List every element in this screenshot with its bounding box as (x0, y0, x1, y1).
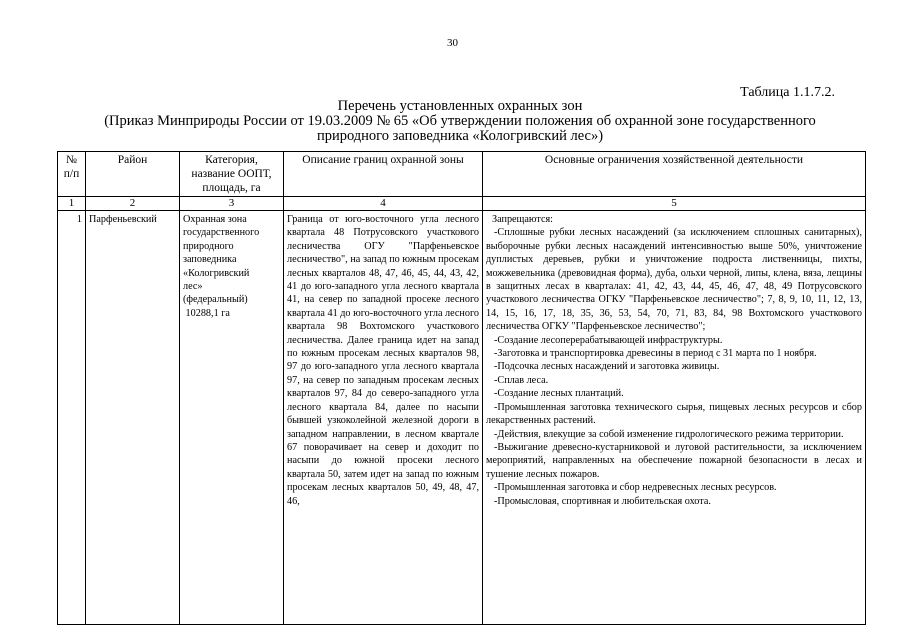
restriction-item: -Подсочка лесных насаждений и заготовка живицы. (494, 361, 720, 373)
category-line: заповедника (183, 254, 237, 266)
column-number: 5 (483, 197, 866, 211)
restriction-item: -Промышленная заготовка технического сырья, пищевых лесных ресурсов и сбор лекарственных растений. (486, 401, 862, 427)
restriction-item: -Действия, влекущие за собой изменение гидрологического режима территории. (494, 428, 844, 440)
row-boundary-description: Граница от юго-восточного угла лесного квартала 48 Потрусовского участкового лесничества ОГУ "Парфеньевское лесничество", на запад по южным просекам лесных кварталов 48, 47, 46, 45, 44, 43, 42, 41 до юго-западного угла лесного квартала 41, на север по западной просеке лесного квартала 41 до юго-восточного угла лесного квартала 98 Вохтомского участкового лесничества. Далее граница идет на запад по южным просекам лесных кварталов 98, 97 до юго-западного угла лесного квартала 97, на север по западным просекам лесных кварталов 97, 84 до северо-западного угла лесного квартала 84, далее по насыпи бывшей узкоколейной железной дороги в западном направлении, в лесном квартале 67 поворачивает на север и доходит по насыпи до южной просеки лесного квартала 50, затем идет на запад по южным просекам лесных кварталов 50, 49, 48, 47, 46, (284, 211, 483, 625)
title-line-2: (Приказ Минприроды России от 19.03.2009 № 65 «Об утверждении положения об охранной зоне государственного (104, 113, 816, 129)
row-restrictions (483, 211, 866, 625)
page-number: 30 (447, 37, 458, 49)
document-title (60, 99, 860, 144)
category-line: лес» (183, 281, 203, 293)
header-category: Категория, название ООПТ, площадь, га (180, 152, 284, 197)
category-line: Охранная зона (183, 214, 247, 225)
category-line: (федеральный) (183, 294, 248, 306)
restriction-item: -Сплав леса. (494, 374, 549, 386)
header-district: Район (86, 152, 180, 197)
restriction-item: -Промысловая, спортивная и любительская охота. (494, 495, 711, 507)
column-number: 1 (58, 197, 86, 211)
title-line-3: природного заповедника «Кологривский лес») (316, 128, 604, 144)
category-line: государственного (183, 227, 260, 239)
header-num: № п/п (58, 152, 86, 197)
category-line: природного (183, 240, 234, 252)
column-number: 2 (86, 197, 180, 211)
row-number: 1 (58, 211, 86, 625)
header-restrictions: Основные ограничения хозяйственной деятельности (483, 152, 866, 197)
restriction-item: -Сплошные рубки лесных насаждений (за исключением сплошных санитарных), выборочные рубки лесных насаждений интенсивностью выше 50%, уничтожение дуплистых деревьев, рубки и уничтожение подроста лиственницы, пихты, можжевельника (древовидная форма), дуба, ольхи черной, липы, клена, вяза, лещины в защитных лесах в кварталах: 41, 42, 43, 44, 45, 46, 47, 48, 49 Потрусовского участкового лесничества ОГКУ "Парфеньевское лесничество"; 7, 8, 9, 10, 11, 12, 13, 14, 15, 16, 17, 18, 35, 36, 53, 54, 70, 71, 83, 84, 98 Вохтомского участкового лесничества ОГКУ "Парфеньевское лесничество"; (486, 227, 862, 333)
protected-zones-table (57, 151, 866, 625)
column-number: 3 (180, 197, 284, 211)
category-line: «Кологривский (183, 267, 250, 279)
table-row (58, 211, 866, 625)
table-label: Таблица 1.1.7.2. (740, 85, 835, 100)
restriction-item: -Создание лесных плантаций. (494, 388, 624, 400)
row-category (180, 211, 284, 625)
column-number-row (58, 197, 866, 211)
row-district: Парфеньевский (86, 211, 180, 625)
restriction-item: -Создание лесоперерабатывающей инфраструктуры. (494, 334, 723, 346)
title-line-1: Перечень установленных охранных зон (337, 98, 583, 114)
restriction-item: -Промышленная заготовка и сбор недревесных лесных ресурсов. (494, 482, 777, 494)
header-description: Описание границ охранной зоны (284, 152, 483, 197)
restriction-item: -Выжигание древесно-кустарниковой и луговой растительности, за исключением мероприятий, направленных на обеспечение пожарной безопасности в лесах и тушение лесных пожаров. (486, 441, 862, 480)
restriction-heading: Запрещаются: (492, 214, 554, 225)
category-line: 10288,1 га (183, 307, 230, 319)
restriction-item: -Заготовка и транспортировка древесины в период с 31 марта по 1 ноября. (494, 348, 817, 360)
header-row (58, 152, 866, 197)
column-number: 4 (284, 197, 483, 211)
